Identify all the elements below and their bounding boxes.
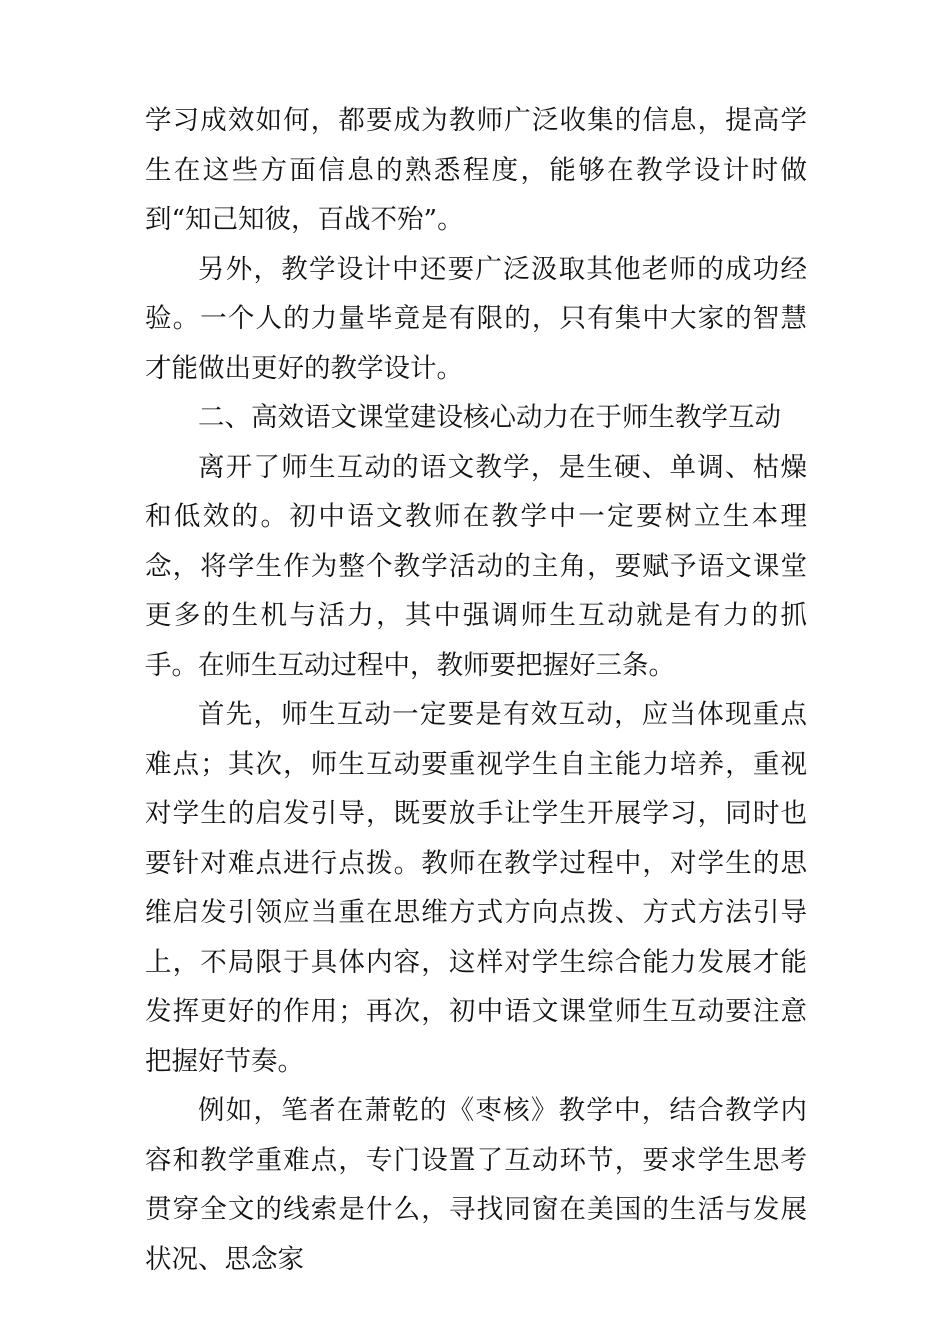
paragraph-example: 例如，笔者在萧乾的《枣核》教学中，结合教学内容和教学重难点，专门设置了互动环节，要求学生思考贯穿全文的线索是什么，寻找同窗在美国的生活与发展状况、思念家 <box>145 1095 807 1275</box>
paragraph-interaction-principles: 首先，师生互动一定要是有效互动，应当体现重点难点；其次，师生互动要重视学生自主能力培养，重视对学生的启发引导，既要放手让学生开展学习，同时也要针对难点进行点拨。教师在教学过程中，对学生的思维启发引领应当重在思维方式方向点拨、方式方法引导上，不局限于具体内容，这样对学生综合能力发展才能发挥更好的作用；再次，初中语文课堂师生互动要注意把握好节奏。 <box>145 699 807 1077</box>
paragraph-other-teachers-experience: 另外，教学设计中还要广泛汲取其他老师的成功经验。一个人的力量毕竟是有限的，只有集中大家的智慧才能做出更好的教学设计。 <box>145 253 807 384</box>
paragraph-continuation: 学习成效如何，都要成为教师广泛收集的信息，提高学生在这些方面信息的熟悉程度，能够在教学设计时做到“知己知彼，百战不殆”。 <box>145 105 807 235</box>
document-body <box>145 96 807 1284</box>
section-heading-2: 二、高效语文课堂建设核心动力在于师生教学互动 <box>198 402 781 433</box>
paragraph-interaction-intro: 离开了师生互动的语文教学，是生硬、单调、枯燥和低效的。初中语文教师在教学中一定要树立生本理念，将学生作为整个教学活动的主角，要赋予语文课堂更多的生机与活力，其中强调师生互动就是有力的抓手。在师生互动过程中，教师要把握好三条。 <box>145 451 807 681</box>
